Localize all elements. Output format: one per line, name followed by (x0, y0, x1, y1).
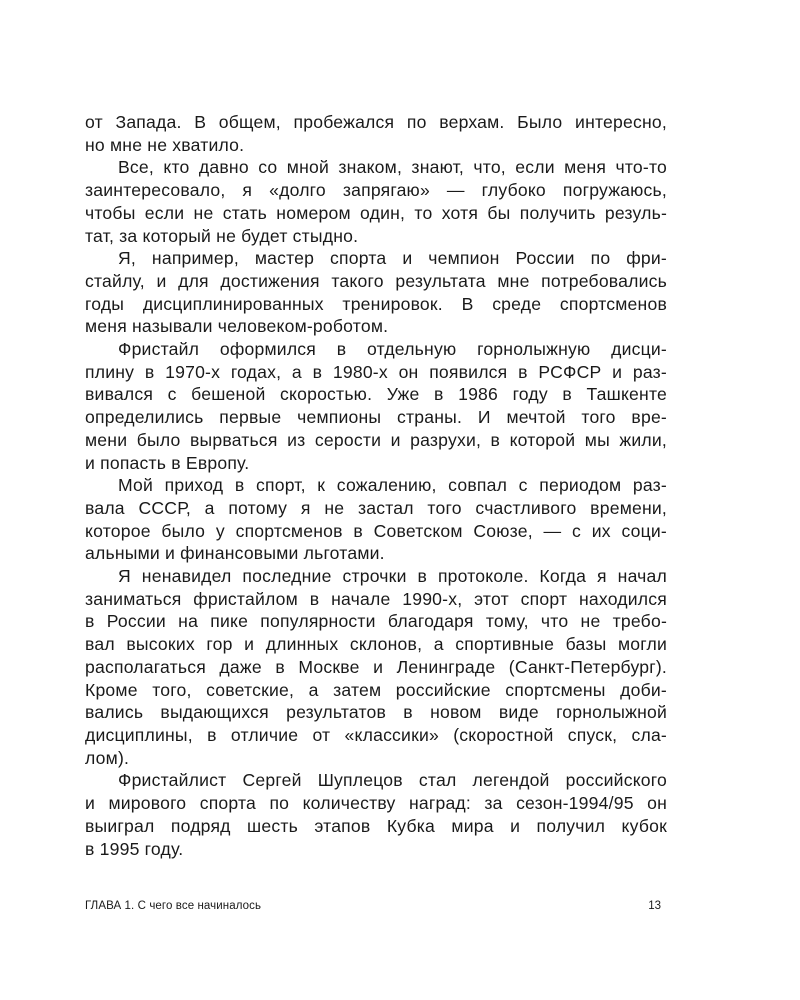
text-line: Все, кто давно со мной знаком, знают, что, если меня что-то (118, 157, 667, 178)
text-line: и мирового спорта по количеству наград: за сезон-1994/95 он (85, 793, 667, 814)
text-line: вались выдающихся результатов в новом виде горнолыжной (85, 702, 667, 723)
text-line: альными и финансовыми льготами. (85, 543, 385, 564)
text-line: заниматься фристайлом в начале 1990-х, этот спорт находился (85, 588, 667, 609)
text-line: которое было у спортсменов в Советском Союзе, — с их соци- (85, 520, 667, 541)
text-line: располагаться даже в Москве и Ленинграде (Санкт-Петербург). (85, 656, 667, 677)
text-line: стайлу, и для достижения такого результата мне потребовались (85, 270, 667, 291)
text-line: Кроме того, советские, а затем российские спортсмены доби- (85, 679, 667, 700)
text-line: годы дисциплинированных тренировок. В среде спортсменов (85, 293, 667, 314)
text-line: Мой приход в спорт, к сожалению, совпал с периодом раз- (118, 475, 667, 496)
text-line: лом). (85, 747, 130, 768)
text-line: плину в 1970-х годах, а в 1980-х он появился в РСФСР и раз- (85, 361, 667, 382)
text-line: вал высоких гор и длинных склонов, а спортивные базы могли (85, 634, 667, 655)
text-line: в России на пике популярности благодаря тому, что не требо- (85, 611, 667, 632)
text-line: от Запада. В общем, пробежался по верхам. Было интересно, (85, 112, 667, 132)
text-line: вала СССР, а потому я не застал того счастливого времени, (85, 497, 667, 518)
text-line: и попасть в Европу. (85, 452, 250, 473)
text-line: Фристайлист Сергей Шуплецов стал легендой российского (118, 770, 667, 791)
text-line: тат, за который не будет стыдно. (85, 225, 359, 246)
page-number: 13 (648, 900, 661, 912)
text-line: чтобы если не стать номером один, то хотя бы получить резуль- (85, 202, 667, 223)
text-line: Фристайл оформился в отдельную горнолыжную дисци- (118, 339, 667, 360)
text-line: Я ненавидел последние строчки в протоколе. Когда я начал (118, 566, 667, 587)
text-line: меня называли человеком-роботом. (85, 316, 389, 337)
text-line: дисциплины, в отличие от «классики» (скоростной спуск, сла- (85, 724, 667, 745)
text-line: мени было вырваться из серости и разрухи, в которой мы жили, (85, 429, 667, 450)
text-line: в 1995 году. (85, 838, 184, 859)
text-line: определились первые чемпионы страны. И мечтой того вре- (85, 407, 667, 428)
text-line: но мне не хватило. (85, 134, 245, 155)
text-line: Я, например, мастер спорта и чемпион России по фри- (118, 248, 667, 269)
text-line: заинтересовало, я «долго запрягаю» — глубоко погружаюсь, (85, 180, 667, 201)
body-text (85, 111, 667, 860)
text-line: вивался с бешеной скоростью. Уже в 1986 году в Ташкенте (85, 384, 667, 405)
text-line: выиграл подряд шесть этапов Кубка мира и получил кубок (85, 815, 667, 836)
running-chapter-title: ГЛАВА 1. С чего все начиналось (85, 900, 262, 912)
